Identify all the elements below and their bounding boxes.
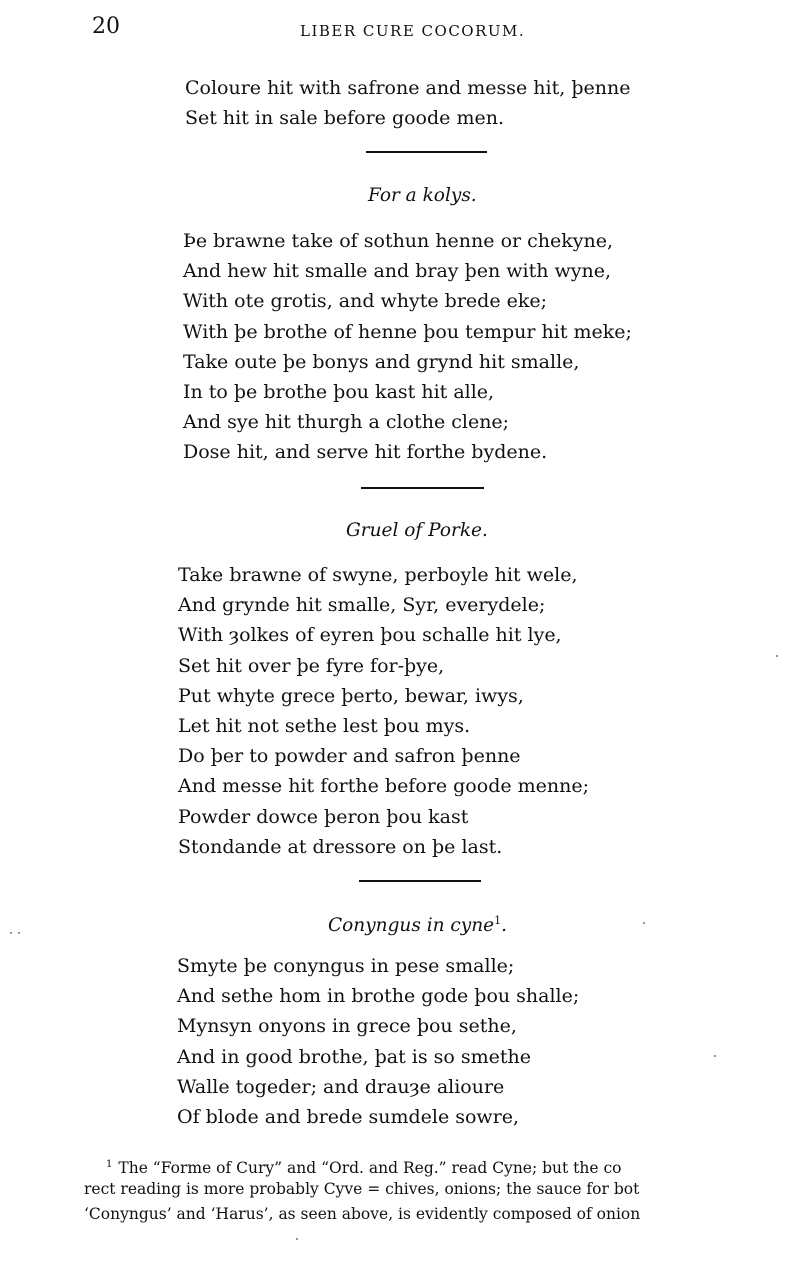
verse-line: Walle togeder; and drauȝe alioure [177, 1075, 505, 1098]
verse-line: Of blode and brede sumdele sowre, [177, 1105, 520, 1128]
section-title: Gruel of Porke. [346, 520, 488, 541]
footnote-line: ‘Conyngus’ and ‘Harus’, as seen above, is evidently composed of onion [84, 1205, 641, 1223]
verse-line: Put whyte grece þerto, bewar, iwys, [178, 684, 524, 707]
verse-line: And messe hit forthe before goode menne; [178, 775, 590, 798]
section-title: For a kolys. [368, 185, 477, 206]
verse-line: Stondande at dressore on þe last. [178, 835, 503, 858]
verse-line: Smyte þe conyngus in pese smalle; [177, 955, 515, 977]
scan-speck [643, 922, 645, 924]
footnote-line [84, 1152, 794, 1177]
recipe-verse-kolys [183, 226, 632, 468]
verse-line: With ȝolkes of eyren þou schalle hit lye, [178, 624, 562, 647]
section-rule [366, 151, 487, 153]
footnote [84, 1152, 794, 1227]
scan-speck [10, 932, 12, 934]
footnote-marker: 1 [106, 1159, 113, 1170]
verse-line: With þe brothe of henne þou tempur hit meke; [183, 320, 632, 343]
verse-line: Powder dowce þeron þou kast [178, 805, 469, 828]
section-rule [361, 487, 484, 489]
scan-speck [296, 1238, 298, 1240]
verse-line: Set hit over þe fyre for-þye, [178, 654, 445, 677]
verse-line: Þe brawne take of sothun henne or chekyne, [183, 230, 614, 252]
section-title-end: . [501, 915, 507, 937]
verse-line: Set hit in sale before goode men. [185, 107, 504, 130]
verse-line: And sye hit thurgh a clothe clene; [183, 411, 510, 434]
verse-line: In to þe brothe þou kast hit alle, [183, 380, 495, 403]
recipe-verse-gruel-of-porke [178, 560, 589, 862]
verse-line: Coloure hit with safrone and messe hit, þenne [185, 77, 631, 99]
verse-line: Mynsyn onyons in grece þou sethe, [177, 1015, 517, 1038]
scan-speck [714, 1055, 716, 1057]
verse-line: Dose hit, and serve hit forthe bydene. [183, 441, 548, 464]
verse-line: Take brawne of swyne, perboyle hit wele, [178, 564, 578, 586]
scan-speck [776, 655, 778, 657]
verse-line: Do þer to powder and safron þenne [178, 745, 521, 768]
page-number: 20 [92, 14, 120, 39]
opening-stanza [185, 73, 630, 133]
footnote-reference: 1 [494, 914, 502, 927]
recipe-verse-conyngus [177, 951, 579, 1132]
running-head: LIBER CURE COCORUM. [300, 22, 526, 40]
verse-line: With ote grotis, and whyte brede eke; [183, 290, 548, 313]
verse-line: Take oute þe bonys and grynd hit smalle, [183, 350, 580, 373]
verse-line: And hew hit smalle and bray þen with wyne, [183, 260, 612, 283]
verse-line: And in good brothe, þat is so smethe [177, 1045, 532, 1068]
verse-line: Let hit not sethe lest þou mys. [178, 714, 471, 737]
scan-speck [18, 932, 20, 934]
section-title-text: Conyngus in cyne [328, 915, 495, 937]
verse-line: And sethe hom in brothe gode þou shalle; [177, 985, 580, 1008]
footnote-text: The “Forme of Cury” and “Ord. and Reg.” read Cyne; but the co [118, 1159, 622, 1178]
verse-line: And grynde hit smalle, Syr, everydele; [178, 594, 546, 617]
section-title [328, 914, 507, 936]
section-rule [359, 880, 481, 882]
footnote-line: rect reading is more probably Cyve = chives, onions; the sauce for bot [84, 1180, 640, 1198]
